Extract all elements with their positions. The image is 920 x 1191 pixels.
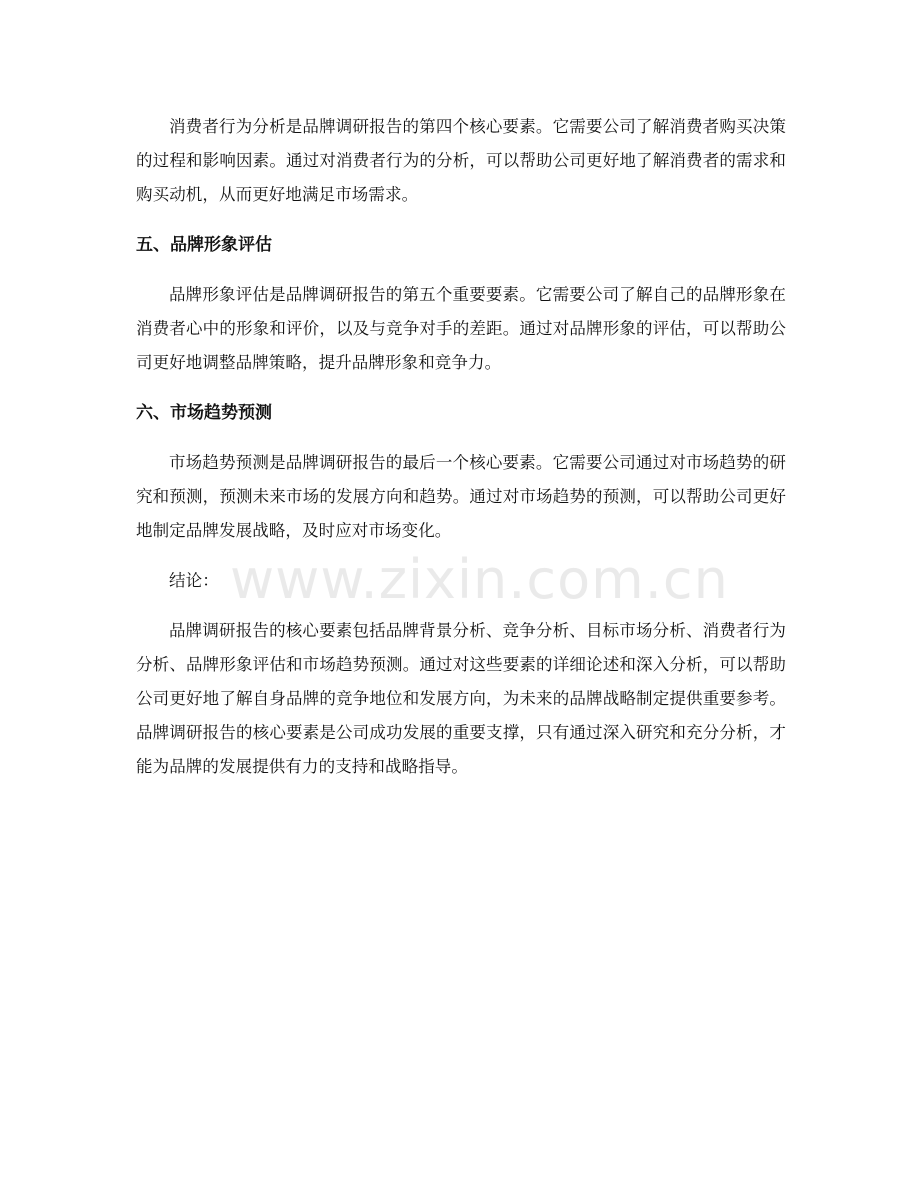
conclusion-label: 结论： bbox=[169, 571, 219, 590]
heading-brand-image: 五、品牌形象评估 bbox=[136, 235, 272, 255]
paragraph-consumer-behavior: 消费者行为分析是品牌调研报告的第四个核心要素。它需要公司了解消费者购买决策的过程和影响因素。通过对消费者行为的分析，可以帮助公司更好地了解消费者的需求和购买动机，从而更好地满足市场需求。 bbox=[136, 117, 786, 204]
paragraph-brand-image: 品牌形象评估是品牌调研报告的第五个重要要素。它需要公司了解自己的品牌形象在消费者心中的形象和评价，以及与竞争对手的差距。通过对品牌形象的评估，可以帮助公司更好地调整品牌策略，提升品牌形象和竞争力。 bbox=[136, 285, 786, 372]
paragraph-market-trend: 市场趋势预测是品牌调研报告的最后一个核心要素。它需要公司通过对市场趋势的研究和预测，预测未来市场的发展方向和趋势。通过对市场趋势的预测，可以帮助公司更好地制定品牌发展战略，及时应对市场变化。 bbox=[136, 453, 786, 540]
document-body bbox=[136, 110, 786, 784]
watermark-text: www.zixin.com.cn bbox=[230, 548, 729, 611]
paragraph-conclusion: 品牌调研报告的核心要素包括品牌背景分析、竞争分析、目标市场分析、消费者行为分析、品牌形象评估和市场趋势预测。通过对这些要素的详细论述和深入分析，可以帮助公司更好地了解自身品牌的竞争地位和发展方向，为未来的品牌战略制定提供重要参考。品牌调研报告的核心要素是公司成功发展的重要支撑，只有通过深入研究和充分分析，才能为品牌的发展提供有力的支持和战略指导。 bbox=[136, 621, 786, 776]
heading-market-trend: 六、市场趋势预测 bbox=[136, 403, 272, 423]
